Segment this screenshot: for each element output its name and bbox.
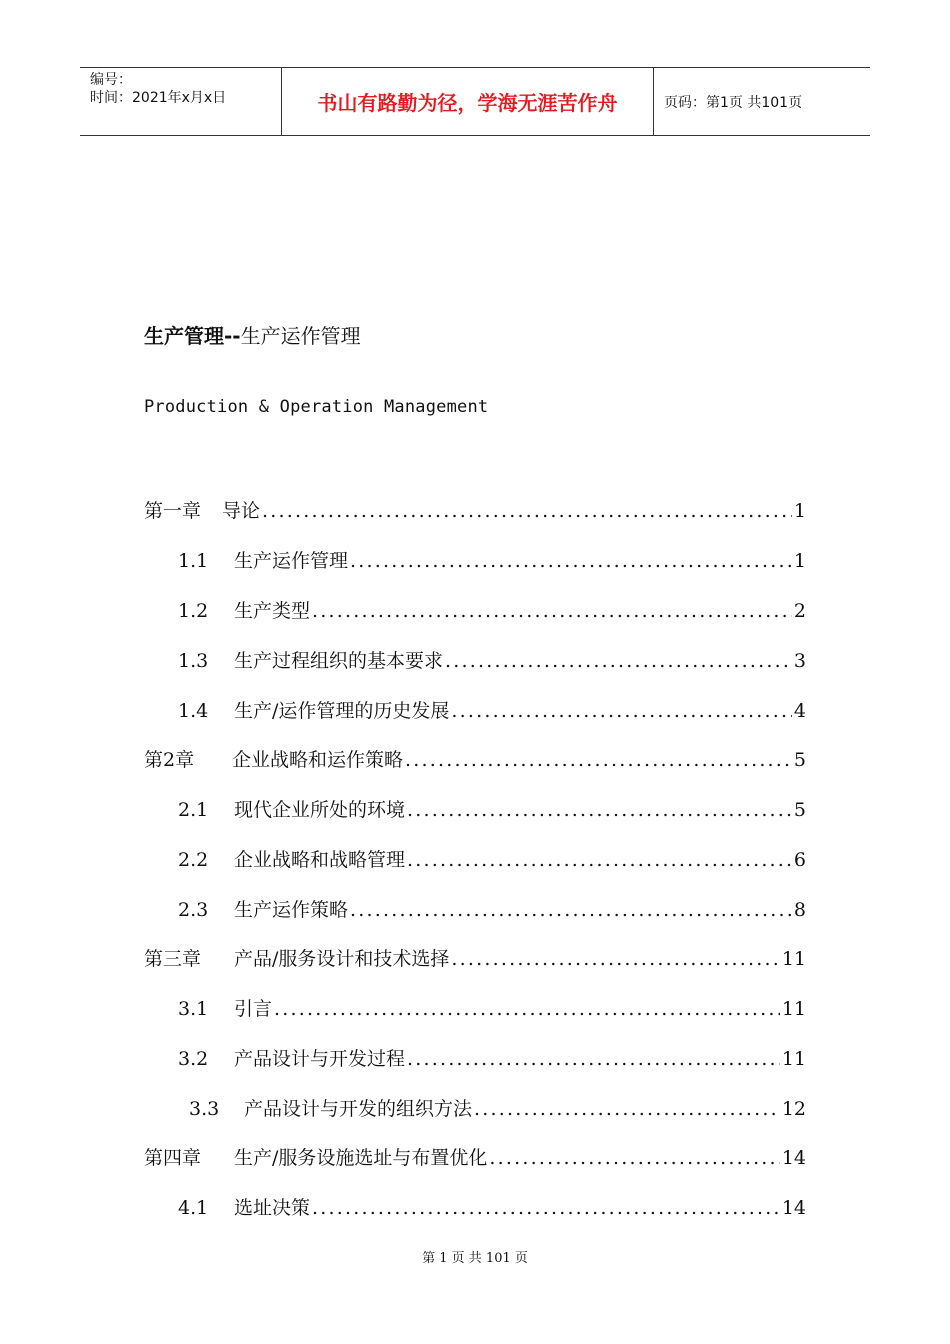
toc-entry-number: 1.1 <box>178 550 209 572</box>
toc-entry[interactable] <box>178 845 806 869</box>
header-motto: 书山有路勤为径，学海无涯苦作舟 <box>282 68 654 135</box>
toc-leader-dots <box>350 550 792 572</box>
toc-entry-number: 1.2 <box>178 600 209 622</box>
toc-entry-label: 企业战略和战略管理 <box>234 849 406 871</box>
document-subtitle: Production & Operation Management <box>144 397 489 417</box>
toc-leader-dots <box>451 700 792 722</box>
toc-leader-dots <box>262 500 792 522</box>
header-time-label: 时间：2021年x月x日 <box>90 90 227 106</box>
toc-entry-label: 引言 <box>234 998 273 1020</box>
toc-entry-label: 导论 <box>222 500 261 522</box>
toc-entry[interactable] <box>144 745 806 769</box>
header-number-label: 编号： <box>90 72 132 88</box>
toc-leader-dots <box>274 998 780 1020</box>
toc-entry-label: 企业战略和运作策略 <box>232 749 404 771</box>
toc-entry-number: 3.2 <box>178 1048 209 1070</box>
toc-entry-page: 4 <box>793 700 806 722</box>
toc-entry-page: 8 <box>793 899 806 921</box>
toc-entry[interactable] <box>178 1193 806 1217</box>
toc-entry-page: 5 <box>793 799 806 821</box>
toc-entry-number: 3.1 <box>178 998 209 1020</box>
toc-entry-label: 选址决策 <box>234 1197 311 1219</box>
toc-entry-number: 第三章 <box>144 948 202 970</box>
toc-leader-dots <box>407 1048 780 1070</box>
toc-entry-label: 产品设计与开发的组织方法 <box>244 1098 473 1120</box>
toc-entry-label: 产品设计与开发过程 <box>234 1048 406 1070</box>
toc-entry-page: 11 <box>781 998 806 1020</box>
toc-leader-dots <box>474 1098 780 1120</box>
toc-entry-page: 1 <box>793 550 806 572</box>
toc-entry-page: 11 <box>781 948 806 970</box>
toc-entry[interactable] <box>144 1143 806 1167</box>
document-title <box>144 320 361 349</box>
toc-entry[interactable] <box>178 895 806 919</box>
page-header <box>80 67 870 136</box>
toc-leader-dots <box>405 749 792 771</box>
page-footer: 第 1 页 共 101 页 <box>422 1251 528 1266</box>
toc-leader-dots <box>407 799 792 821</box>
toc-leader-dots <box>312 1197 780 1219</box>
toc-entry-label: 生产运作管理 <box>234 550 349 572</box>
toc-entry-number: 第四章 <box>144 1147 202 1169</box>
toc-entry-page: 5 <box>793 749 806 771</box>
header-page-info: 页码：第1页 共101页 <box>664 94 803 111</box>
title-bold-part: 生产管理-- <box>144 324 241 348</box>
toc-entry-number: 1.4 <box>178 700 209 722</box>
toc-entry-label: 生产类型 <box>234 600 311 622</box>
toc-entry-number: 1.3 <box>178 650 209 672</box>
toc-entry-page: 14 <box>781 1197 806 1219</box>
toc-entry-number: 3.3 <box>189 1098 220 1120</box>
toc-entry-label: 生产运作策略 <box>234 899 349 921</box>
toc-entry-number: 2.1 <box>178 799 209 821</box>
toc-entry-number: 第2章 <box>144 749 195 771</box>
toc-entry[interactable] <box>189 1094 806 1118</box>
toc-entry[interactable] <box>178 994 806 1018</box>
toc-entry-label: 生产/服务设施选址与布置优化 <box>234 1147 488 1169</box>
toc-leader-dots <box>350 899 792 921</box>
toc-entry-page: 2 <box>793 600 806 622</box>
toc-entry-label: 生产过程组织的基本要求 <box>234 650 444 672</box>
toc-leader-dots <box>451 948 779 970</box>
toc-entry-number: 4.1 <box>178 1197 209 1219</box>
toc-entry[interactable] <box>144 496 806 520</box>
toc-entry-page: 3 <box>793 650 806 672</box>
toc-entry-page: 6 <box>793 849 806 871</box>
header-meta <box>80 68 282 135</box>
toc-entry[interactable] <box>144 944 806 968</box>
toc-entry-page: 12 <box>781 1098 806 1120</box>
toc-leader-dots <box>489 1147 779 1169</box>
title-normal-part: 生产运作管理 <box>240 324 361 348</box>
toc-entry-page: 14 <box>781 1147 806 1169</box>
toc-entry-number: 2.2 <box>178 849 209 871</box>
toc-entry[interactable] <box>178 546 806 570</box>
toc-leader-dots <box>312 600 792 622</box>
toc-entry-label: 产品/服务设计和技术选择 <box>234 948 450 970</box>
toc-entry-label: 生产/运作管理的历史发展 <box>234 700 450 722</box>
toc-entry[interactable] <box>178 596 806 620</box>
toc-entry[interactable] <box>178 1044 806 1068</box>
toc-entry-label: 现代企业所处的环境 <box>234 799 406 821</box>
toc-entry-number: 第一章 <box>144 500 202 522</box>
toc-entry[interactable] <box>178 795 806 819</box>
toc-entry-page: 1 <box>793 500 806 522</box>
toc-entry-number: 2.3 <box>178 899 209 921</box>
toc-leader-dots <box>407 849 792 871</box>
toc-entry[interactable] <box>178 646 806 670</box>
toc-entry[interactable] <box>178 696 806 720</box>
toc-leader-dots <box>445 650 792 672</box>
toc-entry-page: 11 <box>781 1048 806 1070</box>
